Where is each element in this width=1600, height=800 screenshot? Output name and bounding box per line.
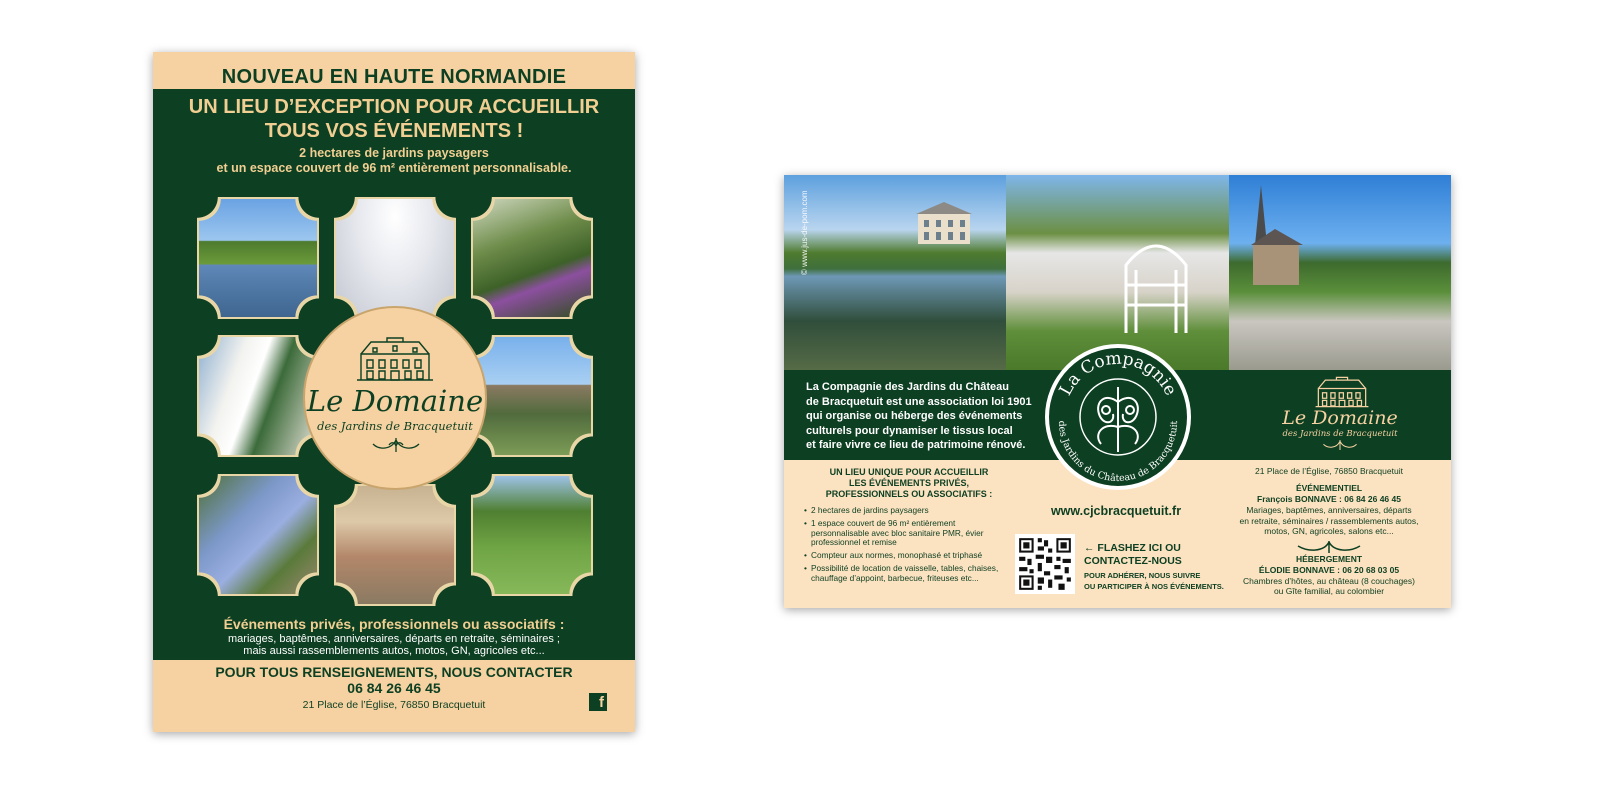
flyer-lodging-contact: ÉLODIE BONNAVE : 06 20 68 03 05 <box>1258 564 1400 575</box>
poster-headline-line1: UN LIEU D’EXCEPTION POUR ACCUEILLIR <box>188 96 600 118</box>
pergola-icon <box>1116 225 1196 335</box>
photo-bride <box>197 335 319 457</box>
flyer-lodging-heading: HÉBERGEMENT <box>1295 553 1363 564</box>
flourish-ornament-icon <box>371 436 421 454</box>
poster-events-text <box>153 633 635 657</box>
flyer-photo-chateau-lake <box>784 175 1006 370</box>
flyer-photo-pergola <box>1006 175 1229 370</box>
poster-contact-title: POUR TOUS RENSEIGNEMENTS, NOUS CONTACTER <box>215 664 573 680</box>
poster-address: 21 Place de l’Église, 76850 Bracquetuit <box>302 699 486 711</box>
flyer-domaine-logo <box>1270 376 1400 456</box>
poster-sub-line1: 2 hectares de jardins paysagers <box>299 146 489 160</box>
castle-icon <box>353 336 437 382</box>
flyer-features-title-line3: PROFESSIONNELS OU ASSOCIATIFS : <box>825 489 993 499</box>
flourish-ornament-icon <box>1322 438 1358 452</box>
flyer-event-desc-line2: en retraite, séminaires / rassemblements autos, <box>1239 515 1419 526</box>
qr-code[interactable] <box>1015 534 1075 594</box>
flyer-logo-title: Le Domaine <box>1282 407 1398 429</box>
flyer-flash-subtext <box>1084 570 1234 592</box>
flyer-features-title-line2: LES ÉVÉNEMENTS PRIVÉS, <box>848 478 970 488</box>
poster-contact-band <box>153 660 635 732</box>
flyer-intro-line5: et faire vivre ce lieu de patrimoine rénové. <box>806 439 1026 451</box>
flyer-flash-cta <box>1084 542 1234 568</box>
flyer-lodging-desc-line2: ou Gîte familial, au colombier <box>1273 586 1385 596</box>
flyer-features-list <box>804 506 1014 584</box>
poster-phone: 06 84 26 46 45 <box>347 680 441 696</box>
flyer-address: 21 Place de l’Église, 76850 Bracquetuit <box>1255 466 1403 476</box>
flyer-intro-line4: culturels pour dynamiser le tissus local <box>806 424 1013 437</box>
flyer-intro-line3: qui organise ou héberge des événements <box>806 410 1023 422</box>
flyer-contacts-column <box>1224 466 1434 597</box>
medallion-bottom-text: des Jardins du Château de Bracquetuit <box>1055 420 1181 485</box>
poster-events-title: Événements privés, professionnels ou associatifs : <box>223 616 565 632</box>
flyer-intro-line1: La Compagnie des Jardins du Château <box>806 381 1009 393</box>
flyer-flash-line2: CONTACTEZ-NOUS <box>1084 555 1182 567</box>
poster-logo <box>303 306 487 490</box>
list-item: • 2 hectares de jardins paysagers <box>804 506 1014 516</box>
poster-top-banner: NOUVEAU EN HAUTE NORMANDIE <box>153 52 635 89</box>
poster-logo-title: Le Domaine <box>306 384 484 418</box>
flyer-photo-church-garden <box>1229 175 1451 370</box>
photo-lawn <box>471 474 593 596</box>
poster-events-line1: mariages, baptêmes, anniversaires, départs en retraite, séminaires ; <box>228 633 560 645</box>
poster-headline <box>153 95 635 143</box>
flyer-logo-subtitle: des Jardins de Bracquetuit <box>1282 429 1398 439</box>
flyer-event-contact: François BONNAVE : 06 84 26 46 45 <box>1257 494 1401 504</box>
flourish-ornament-icon <box>1294 540 1364 554</box>
flyer-intro-text <box>806 380 1046 453</box>
list-item: • 1 espace couvert de 96 m² entièrement personnalisable avec bloc sanitaire PMR, évier professionnel et remise <box>804 519 1014 548</box>
photo-lake-chateau <box>197 197 319 319</box>
poster-logo-subtitle: des Jardins de Bracquetuit <box>317 419 473 433</box>
flyer-features-title <box>804 467 1014 500</box>
poster-subheadline <box>153 146 635 176</box>
photo-house <box>334 484 456 606</box>
list-item: • Possibilité de location de vaisselle, tables, chaises, chauffage d’appoint, barbecue, friteuses etc... <box>804 564 1014 584</box>
poster-sub-line2: et un espace couvert de 96 m² entièrement personnalisable. <box>216 161 572 175</box>
chateau-silhouette-icon <box>914 200 974 244</box>
flyer-event-desc-line1: Mariages, baptêmes, anniversaires, départs <box>1246 505 1412 515</box>
flyer-features-column <box>804 467 1014 587</box>
photo-credit: © www.jus-de-pom.com <box>800 190 809 275</box>
photo-tent-interior <box>334 197 456 319</box>
photo-garden-path <box>197 474 319 596</box>
photo-church <box>471 335 593 457</box>
photo-foxgloves <box>471 197 593 319</box>
poster <box>153 52 635 732</box>
website-link[interactable]: www.cjcbracquetuit.fr <box>1050 504 1182 518</box>
flyer-event-heading: ÉVÉNEMENTIEL <box>1295 483 1363 493</box>
medallion-top-text: La Compagnie <box>1055 348 1181 399</box>
flyer-intro-line2: de Bracquetuit est une association loi 1901 <box>806 395 1032 408</box>
flyer-lodging-desc-line1: Chambres d’hôtes, au château (8 couchages) <box>1243 575 1415 586</box>
flyer-flash-sub1: POUR ADHÉRER, NOUS SUIVRE <box>1084 571 1201 580</box>
castle-icon <box>1312 376 1372 408</box>
flyer <box>784 175 1451 608</box>
flyer-features-title-line1: UN LIEU UNIQUE POUR ACCUEILLIR <box>829 467 989 477</box>
poster-headline-line2: TOUS VOS ÉVÉNEMENTS ! <box>264 120 524 142</box>
flyer-flash-sub2: OU PARTICIPER À NOS ÉVÉNEMENTS. <box>1084 582 1224 591</box>
list-item: • Compteur aux normes, monophasé et triphasé <box>804 551 1014 561</box>
poster-events-line2: mais aussi rassemblements autos, motos, GN, agricoles etc... <box>243 645 545 657</box>
flyer-event-desc-line3: motos, GN, agricoles, salons etc... <box>1264 526 1394 536</box>
flyer-flash-line1: ← FLASHEZ ICI OU <box>1084 542 1181 554</box>
compagnie-medallion-logo <box>1043 342 1193 492</box>
facebook-icon[interactable]: f <box>589 693 607 711</box>
church-steeple-icon <box>1249 185 1309 295</box>
